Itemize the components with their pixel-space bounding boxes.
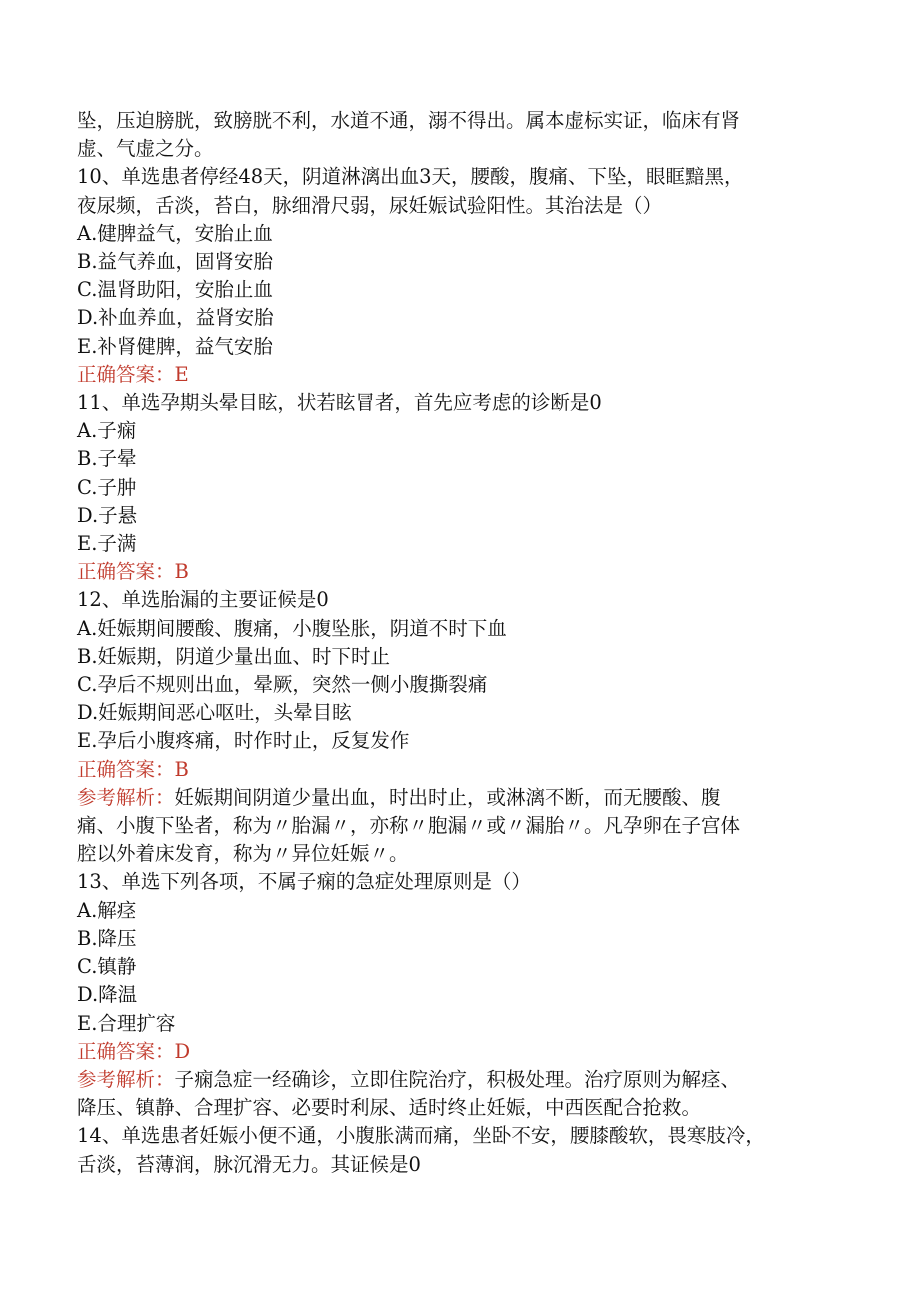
question-10 [77,163,837,389]
answer-value: B [174,757,189,781]
question-14 [77,1122,837,1178]
option-a: A.解痉 [77,898,137,922]
answer-value: D [174,1039,191,1063]
correct-answer [77,361,837,389]
question-stem: 夜尿频，舌淡，苔白，脉细滑尺弱，尿妊娠试验阳性。其治法是（） [77,193,663,217]
explanation-line: 降压、镇静、合理扩容、必要时利尿、适时终止妊娠，中西医配合抢救。 [77,1096,702,1120]
explanation-text: 子痫急症一经确诊，立即住院治疗，积极处理。治疗原则为解痉、 [174,1067,741,1091]
option-c: C.子肿 [77,475,137,499]
question-stem: 12、单选胎漏的主要证候是0 [77,588,329,612]
option-b: B.子晕 [77,447,137,471]
question-stem: 10、单选患者停经48天，阴道淋漓出血3天，腰酸，腹痛、下坠，眼眶黯黑， [77,165,744,189]
option-b: B.妊娠期，阴道少量出血、时下时止 [77,644,391,668]
option-e: E.孕后小腹疼痛，时作时止，反复发作 [77,729,410,753]
document-content [77,107,837,1179]
question-13 [77,868,837,1122]
option-b: B.降压 [77,926,137,950]
intro-paragraph [77,107,837,163]
explanation-line [77,1066,837,1094]
option-b: B.益气养血，固肾安胎 [77,250,274,274]
option-a: A.子痫 [77,419,137,443]
option-e: E.补肾健脾，益气安胎 [77,334,273,358]
question-11 [77,389,837,586]
option-d: D.妊娠期间恶心呕吐，头晕目眩 [77,701,352,725]
explanation-text: 妊娠期间阴道少量出血，时出时止，或淋漓不断，而无腰酸、腹 [174,785,721,809]
explanation-line [77,784,837,812]
answer-label: 正确答案： [77,1039,175,1063]
option-c: C.孕后不规则出血，晕厥，突然一侧小腹撕裂痛 [77,673,488,697]
option-c: C.镇静 [77,955,137,979]
option-a: A.妊娠期间腰酸、腹痛，小腹坠胀，阴道不时下血 [77,616,507,640]
answer-label: 正确答案： [77,560,175,584]
question-12 [77,586,837,868]
correct-answer [77,756,837,784]
correct-answer [77,558,837,586]
option-d: D.补血养血，益肾安胎 [77,306,274,330]
correct-answer [77,1038,837,1066]
option-a: A.健脾益气，安胎止血 [77,221,273,245]
intro-line: 虚、气虚之分。 [77,137,214,161]
explanation-line: 痛、小腹下坠者，称为〃胎漏〃，亦称〃胞漏〃或〃漏胎〃。凡孕卵在子宫体 [77,814,741,838]
question-stem: 13、单选下列各项，不属子痫的急症处理原则是（） [77,870,531,894]
explanation-label: 参考解析： [77,1067,175,1091]
question-stem: 14、单选患者妊娠小便不通，小腹胀满而痛，坐卧不安，腰膝酸软，畏寒肢冷， [77,1124,765,1148]
answer-label: 正确答案： [77,757,175,781]
question-stem: 11、单选孕期头晕目眩，状若眩冒者，首先应考虑的诊断是0 [77,391,602,415]
question-stem: 舌淡，苔薄润，脉沉滑无力。其证候是0 [77,1152,421,1176]
option-e: E.子满 [77,532,137,556]
option-d: D.降温 [77,983,138,1007]
explanation-label: 参考解析： [77,785,175,809]
answer-value: E [174,362,189,386]
option-c: C.温肾助阳，安胎止血 [77,278,273,302]
option-e: E.合理扩容 [77,1011,176,1035]
answer-label: 正确答案： [77,362,175,386]
explanation-line: 腔以外着床发育，称为〃异位妊娠〃。 [77,842,409,866]
answer-value: B [174,560,189,584]
option-d: D.子悬 [77,503,138,527]
intro-line: 坠，压迫膀胱，致膀胱不利，水道不通，溺不得出。属本虚标实证，临床有肾 [77,109,741,132]
